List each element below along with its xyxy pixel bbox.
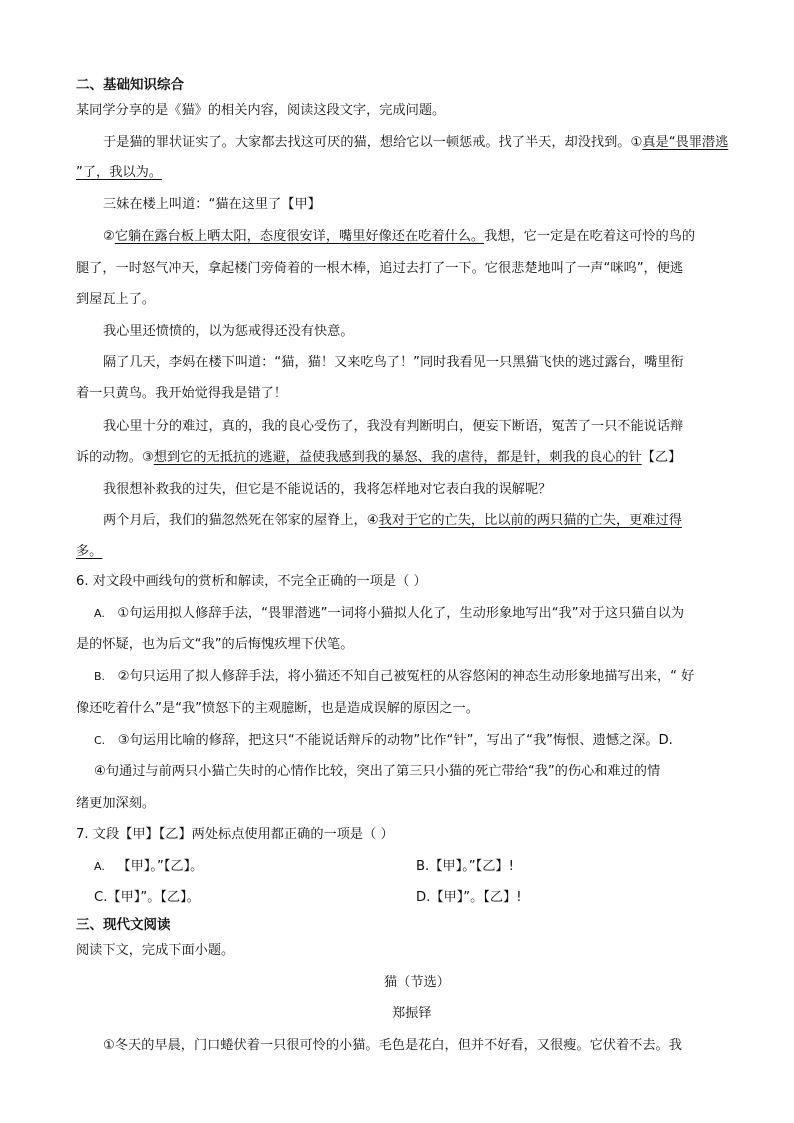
question-7-option-a[interactable] xyxy=(94,858,203,876)
section2-heading: 二、基础知识综合 xyxy=(76,77,184,93)
passage-p6-text: 诉的动物。 xyxy=(76,450,142,465)
blank-yi: 【乙】 xyxy=(641,450,682,465)
sentence-marker-1: ① xyxy=(630,135,643,150)
option-a-text: ①句运用拟人修辞手法，“畏罪潜逃”一词将小猫拟人化了，生动形象地写出“我”对于这只猫自以为 xyxy=(117,606,685,621)
question-6-option-d-cont: 绪更加深刻。 xyxy=(76,796,156,811)
passage-p5-line1: 隔了几天，李妈在楼下叫道：“猫，猫！又来吃鸟了！”同时我看见一只黑猫飞快的逃过露台，嘴里衔 xyxy=(103,355,684,370)
article-title: 猫（节选） xyxy=(384,975,450,990)
paragraph-marker-1: ① xyxy=(103,1038,115,1053)
q7-option-a-label: A. xyxy=(94,860,105,873)
passage-p2: 三妹在楼上叫道：“猫在这里了【甲】 xyxy=(103,197,321,212)
passage-p3-rest: 我想，它一定是在吃着这可怜的鸟的 xyxy=(484,229,696,244)
passage-p3-line1 xyxy=(103,228,695,246)
question-7-stem: 7. 文段【甲】【乙】两处标点使用都正确的一项是（ ） xyxy=(76,827,394,842)
question-6-stem: 6. 对文段中画线句的赏析和解读，不完全正确的一项是（ ） xyxy=(76,574,427,589)
passage-p1-text: 于是猫的罪状证实了。大家都去找这可厌的猫，想给它以一顿惩戒。找了半天，却没找到。 xyxy=(103,135,631,150)
passage-p8-line1 xyxy=(103,512,682,530)
option-b-text: ②句只运用了拟人修辞手法，将小猫还不知自己被冤枉的从容悠闲的神态生动形象地描写出来，“ 好 xyxy=(117,669,695,684)
option-b-label: B. xyxy=(94,670,106,683)
underlined-sentence-1-cont: ”了，我以为。 xyxy=(76,165,162,180)
underlined-sentence-4-cont: 多。 xyxy=(76,544,103,559)
underlined-sentence-1: 真是“畏罪潜逃 xyxy=(642,135,729,150)
question-6-option-b-cont: 像还吃着什么”是“我”愤怒下的主观臆断，也是造成误解的原因之一。 xyxy=(76,701,479,716)
passage-p7: 我很想补救我的过失，但它是不能说话的，我将怎样地对它表白我的误解呢？ xyxy=(103,482,552,497)
question-7-option-b[interactable]: B.【甲】。”【乙】! xyxy=(416,859,514,874)
question-6-option-a-cont: 是的怀疑，也为后文“我”的后悔愧疚埋下伏笔。 xyxy=(76,637,354,652)
passage-p3-line3: 到屋瓦上了。 xyxy=(76,292,156,307)
passage-p5-line2: 着一只黄鸟。我开始觉得我是错了！ xyxy=(76,386,287,401)
passage-p3-line2: 腿了，一时怒气冲天，拿起楼门旁倚着的一根木棒，追过去打了一下。它很悲楚地叫了一声“咪呜”，便逃 xyxy=(76,261,684,276)
option-a-label: A. xyxy=(94,607,105,620)
question-6-option-a[interactable] xyxy=(94,605,684,623)
underlined-sentence-4: 我对于它的亡失，比以前的两只猫的亡失，更难过得 xyxy=(378,513,682,528)
passage-p8-text: 两个月后，我们的猫忽然死在邻家的屋脊上， xyxy=(103,513,367,528)
question-7-option-c[interactable]: C.【甲】”。【乙】。 xyxy=(94,890,200,905)
sentence-marker-3: ③ xyxy=(141,450,154,465)
q7-option-a-text: 【甲】。”【乙】。 xyxy=(117,859,204,874)
passage-p6-line1: 我心里十分的难过，真的，我的良心受伤了，我没有判断明白，便妄下断语，冤苦了一只不能说话辩 xyxy=(103,419,684,434)
passage-p4: 我心里还愤愤的，以为惩戒得还没有快意。 xyxy=(103,324,354,339)
question-6-option-d[interactable]: ④句通过与前两只小猫亡失时的心情作比较，突出了第三只小猫的死亡带给“我”的伤心和难过的情 xyxy=(94,764,661,779)
section2-intro: 某同学分享的是《猫》的相关内容，阅读这段文字，完成问题。 xyxy=(76,103,446,118)
article-p1 xyxy=(103,1037,682,1055)
passage-p6-line2 xyxy=(76,449,681,467)
section3-intro: 阅读下文，完成下面小题。 xyxy=(76,943,235,958)
question-6-option-c[interactable] xyxy=(94,732,673,750)
question-7-option-d[interactable]: D.【甲】”。【乙】! xyxy=(416,890,522,905)
passage-p1-line1 xyxy=(103,134,728,152)
option-c-text: ③句运用比喻的修辞，把这只“不能说话辩斥的动物”比作“针”，写出了“我”悔恨、遗憾之深。D. xyxy=(117,733,673,748)
underlined-sentence-3: 想到它的无抵抗的逃避，益使我感到我的暴怒、我的虐待，都是针，刺我的良心的针 xyxy=(153,450,642,465)
underlined-sentence-2: 它躺在露台板上晒太阳，态度很安详，嘴里好像还在吃着什么。 xyxy=(114,229,485,244)
article-author: 郑振铎 xyxy=(392,1006,432,1021)
article-p1-text: 冬天的早晨，门口蜷伏着一只很可怜的小猫。毛色是花白，但并不好看，又很瘦。它伏着不去。我 xyxy=(114,1038,682,1053)
sentence-marker-2: ② xyxy=(103,229,115,244)
option-c-label: C. xyxy=(94,734,106,747)
sentence-marker-4: ④ xyxy=(366,513,379,528)
question-6-option-b[interactable] xyxy=(94,668,694,686)
section3-heading: 三、现代文阅读 xyxy=(76,917,171,933)
